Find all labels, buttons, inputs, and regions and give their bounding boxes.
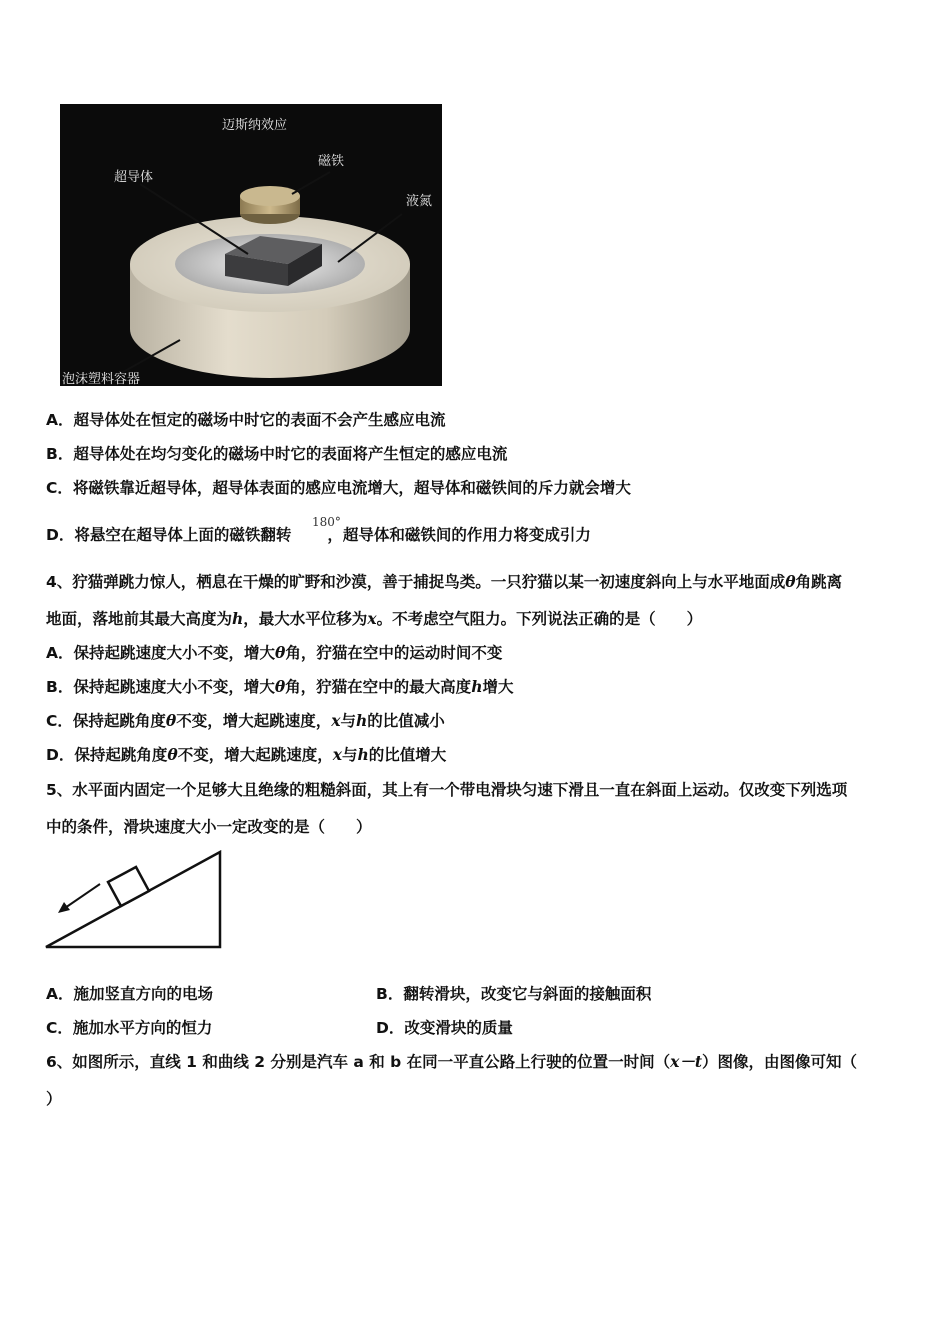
- q3-option-c: C．将磁铁靠近超导体，超导体表面的感应电流增大，超导体和磁铁间的斥力就会增大: [46, 479, 631, 497]
- q3-option-b: B．超导体处在均匀变化的磁场中时它的表面将产生恒定的感应电流: [46, 445, 508, 463]
- label-foam-container: 泡沫塑料容器: [62, 372, 141, 387]
- symbol-x: x: [331, 711, 341, 730]
- q4-option-d: [46, 745, 446, 765]
- q4-d-mid2: 与: [341, 746, 358, 764]
- label-liquid-nitrogen: 液氮: [406, 194, 433, 209]
- q5-option-d: D．改变滑块的质量: [376, 1019, 513, 1037]
- q4-stem1-a: 4、狞猫弹跳力惊人，栖息在干燥的旷野和沙漠，善于捕捉鸟类。一只狞猫以某一初速度斜向上与水平地面成: [46, 573, 786, 591]
- q4-b-post: 增大: [482, 678, 514, 696]
- q4-stem-line2: [46, 609, 702, 629]
- label-magnet: 磁铁: [318, 154, 345, 169]
- q4-c-post: 的比值减小: [367, 712, 445, 730]
- figure-title: 迈斯纳效应: [222, 118, 288, 133]
- q4-stem2-a: 地面，落地前其最大高度为: [46, 610, 233, 628]
- q4-c-mid: 不变，增大起跳速度，: [176, 712, 332, 730]
- meissner-effect-figure: [60, 104, 442, 386]
- q5-stem-line2: 中的条件，滑块速度大小一定改变的是（ ）: [46, 818, 372, 836]
- q6-stem1-a: 6、如图所示，直线 1 和曲线 2 分别是汽车 a 和 b 在同一平直公路上行驶的位置一时间（: [46, 1053, 671, 1071]
- q4-option-c: [46, 711, 445, 731]
- symbol-theta: θ: [275, 643, 286, 662]
- incline-diagram: [44, 850, 224, 950]
- symbol-x-t: x－t: [670, 1052, 702, 1071]
- q4-c-pre: C．保持起跳角度: [46, 712, 166, 730]
- symbol-x: x: [332, 745, 342, 764]
- q4-b-mid: 角，狞猫在空中的最大高度: [285, 678, 472, 696]
- motion-arrow: [62, 884, 100, 910]
- q4-c-mid2: 与: [340, 712, 357, 730]
- meissner-illustration: [60, 104, 442, 386]
- label-superconductor: 超导体: [114, 170, 154, 185]
- q4-option-a: [46, 643, 502, 663]
- symbol-h: h: [232, 609, 244, 628]
- symbol-theta: θ: [785, 572, 796, 591]
- symbol-h: h: [357, 745, 369, 764]
- q4-option-b: [46, 677, 513, 697]
- q3-option-d-post: ，超导体和磁铁间的作用力将变成引力: [327, 526, 591, 544]
- q4-a-pre: A．保持起跳速度大小不变，增大: [46, 644, 275, 662]
- q4-d-mid: 不变，增大起跳速度，: [177, 746, 333, 764]
- q5-option-b: B．翻转滑块，改变它与斜面的接触面积: [376, 985, 652, 1003]
- q4-d-pre: D．保持起跳角度: [46, 746, 168, 764]
- q5-stem-line1: 5、水平面内固定一个足够大且绝缘的粗糙斜面，其上有一个带电滑块匀速下滑且一直在斜面上运动。仅改变下列选项: [46, 781, 848, 799]
- symbol-theta: θ: [167, 745, 178, 764]
- q4-b-pre: B．保持起跳速度大小不变，增大: [46, 678, 275, 696]
- symbol-h: h: [356, 711, 368, 730]
- symbol-theta: θ: [274, 677, 286, 696]
- q6-stem1-b: ）图像，由图像可知（: [702, 1053, 858, 1071]
- q5-option-a: A．施加竖直方向的电场: [46, 985, 213, 1003]
- arrow-head-icon: [58, 902, 70, 913]
- q6-stem-line1: [46, 1052, 857, 1072]
- q3-option-d-pre: D．将悬空在超导体上面的磁铁翻转: [46, 526, 292, 544]
- symbol-x: x: [367, 609, 377, 628]
- q4-stem-line1: [46, 572, 842, 592]
- symbol-theta: θ: [165, 711, 177, 730]
- symbol-h: h: [471, 677, 483, 696]
- q6-stem-line2: ）: [46, 1090, 62, 1108]
- q5-option-c: C．施加水平方向的恒力: [46, 1019, 213, 1037]
- q4-a-post: 角，狞猫在空中的运动时间不变: [285, 644, 503, 662]
- q4-d-post: 的比值增大: [368, 746, 447, 764]
- q4-stem2-b: ，最大水平位移为: [243, 610, 368, 628]
- q3-degree-180: 180°: [312, 515, 341, 529]
- slider-block: [108, 867, 149, 906]
- q4-stem2-c: 。不考虑空气阻力。下列说法正确的是（ ）: [376, 610, 703, 628]
- q4-stem1-b: 角跳离: [795, 573, 843, 591]
- q3-option-a: A．超导体处在恒定的磁场中时它的表面不会产生感应电流: [46, 411, 446, 429]
